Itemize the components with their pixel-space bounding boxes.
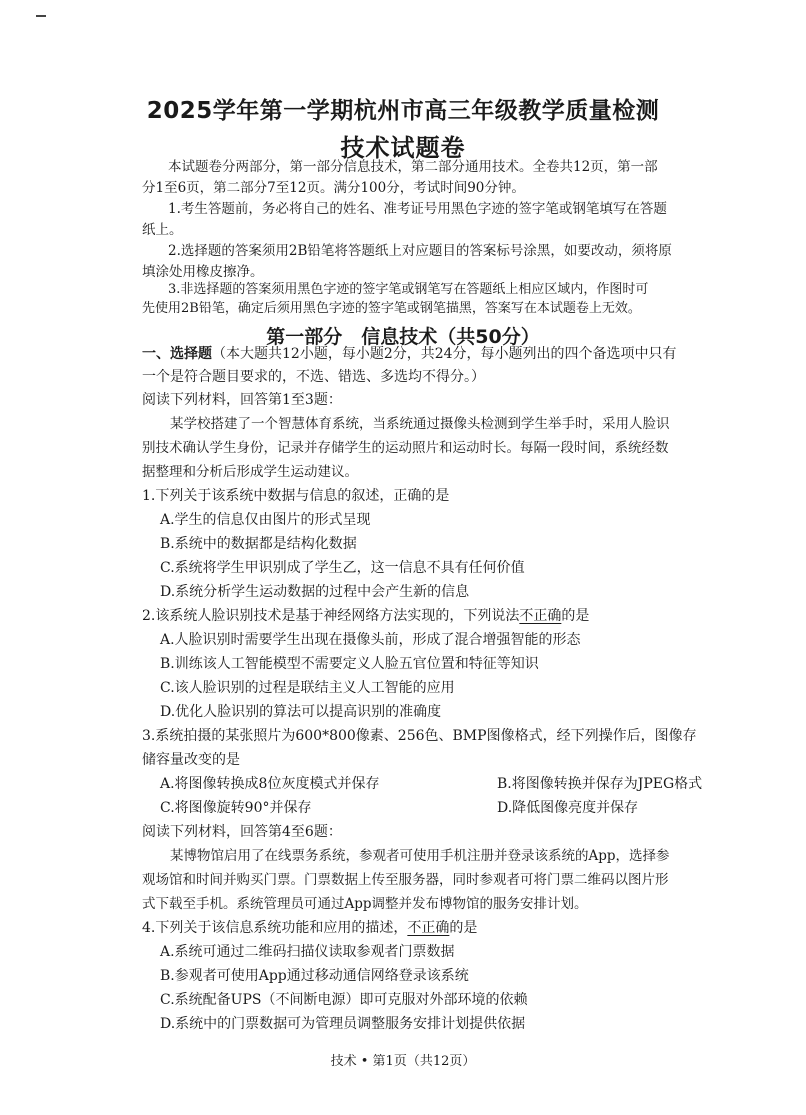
part-title: 第一部分 信息技术（共50分） [266,326,540,348]
intro-line: 填涂处用橡皮擦净。 [142,264,264,280]
material-lead: 阅读下列材料，回答第4至6题： [142,824,342,840]
question-4-stem-end: 的是 [449,920,478,936]
question-2-stem-end: 的是 [561,608,590,624]
question-4-stem [142,918,477,938]
question-1-option-d: D.系统分析学生运动数据的过程中会产生新的信息 [160,584,470,600]
question-1-option-a: A.学生的信息仅由图片的形式呈现 [160,512,371,528]
question-2-emphasis: 不正确 [519,608,562,624]
page-footer: 技术 • 第1页（共12页） [330,1054,476,1069]
question-3-option-d: D.降低图像亮度并保存 [497,800,639,816]
question-3-option-c: C.将图像旋转90°并保存 [160,800,312,816]
intro-line: 3.非选择题的答案须用黑色字迹的签字笔或钢笔写在答题纸上相应区域内，作图时可 [168,282,649,297]
material-line: 观场馆和时间并购买门票。门票数据上传至服务器，同时参观者可将门票二维码以图片形 [142,872,669,888]
question-4-stem-text: 4.下列关于该信息系统功能和应用的描述， [142,920,408,936]
question-2-option-d: D.优化人脸识别的算法可以提高识别的准确度 [160,704,442,720]
intro-line: 1.考生答题前，务必将自己的姓名、准考证号用黑色字迹的签字笔或钢笔填写在答题 [168,201,667,217]
question-4-option-b: B.参观者可使用App通过移动通信网络登录该系统 [160,968,469,984]
question-2-option-a: A.人脸识别时需要学生出现在摄像头前，形成了混合增强智能的形态 [160,632,581,648]
question-1-stem: 1.下列关于该系统中数据与信息的叙述，正确的是 [142,488,450,504]
material-line: 某学校搭建了一个智慧体育系统，当系统通过摄像头检测到学生举手时，采用人脸识 [170,416,670,432]
question-1-option-b: B.系统中的数据都是结构化数据 [160,536,357,552]
intro-line: 纸上。 [142,222,183,238]
section-desc-cont: 一个是符合题目要求的，不选、错选、多选均不得分。） [142,369,485,385]
question-2-option-b: B.训练该人工智能模型不需要定义人脸五官位置和特征等知识 [160,656,539,672]
scan-corner-mark [36,8,46,17]
material-line: 某博物馆启用了在线票务系统，参观者可使用手机注册并登录该系统的App，选择参 [170,848,670,864]
question-4-emphasis: 不正确 [407,920,450,936]
exam-title: 2025学年第一学期杭州市高三年级教学质量检测 [146,98,660,124]
intro-line: 本试题卷分两部分，第一部分信息技术，第二部分通用技术。全卷共12页，第一部 [168,159,658,175]
section-label: 一、选择题 [142,346,212,362]
material-lead: 阅读下列材料，回答第1至3题： [142,392,342,408]
question-3-option-b: B.将图像转换并保存为JPEG格式 [497,776,703,792]
section-desc: （本大题共12小题，每小题2分，共24分，每小题列出的四个备选项中只有 [212,346,677,362]
exam-subtitle: 技术试题卷 [340,134,466,162]
material-line: 别技术确认学生身份，记录并存储学生的运动照片和运动时长。每隔一段时间，系统经数 [142,440,669,456]
question-1-option-c: C.系统将学生甲识别成了学生乙，这一信息不具有任何价值 [160,560,525,576]
question-2-option-c: C.该人脸识别的过程是联结主义人工智能的应用 [160,680,455,696]
question-3-stem-cont: 储容量改变的是 [142,752,240,768]
section-header [142,344,677,364]
intro-line: 2.选择题的答案须用2B铅笔将答题纸上对应题目的答案标号涂黑，如要改动，须将原 [168,243,672,259]
intro-line: 先使用2B铅笔，确定后须用黑色字迹的签字笔或钢笔描黑，答案写在本试题卷上无效。 [142,301,641,316]
question-4-option-d: D.系统中的门票数据可为管理员调整服务安排计划提供依据 [160,1016,526,1032]
intro-line: 分1至6页，第二部分7至12页。满分100分，考试时间90分钟。 [142,180,525,196]
material-line: 式下载至手机。系统管理员可通过App调整并发布博物馆的服务安排计划。 [142,896,588,912]
question-3-stem: 3.系统拍摄的某张照片为600*800像素、256色、BMP图像格式，经下列操作后，图像存 [142,728,697,744]
question-4-option-c: C.系统配备UPS（不间断电源）即可克服对外部环境的依赖 [160,992,528,1008]
question-2-stem-text: 2.该系统人脸识别技术是基于神经网络方法实现的，下列说法 [142,608,520,624]
question-2-stem [142,606,589,626]
question-3-option-a: A.将图像转换成8位灰度模式并保存 [160,776,380,792]
question-4-option-a: A.系统可通过二维码扫描仪读取参观者门票数据 [160,944,455,960]
material-line: 据整理和分析后形成学生运动建议。 [142,464,358,480]
